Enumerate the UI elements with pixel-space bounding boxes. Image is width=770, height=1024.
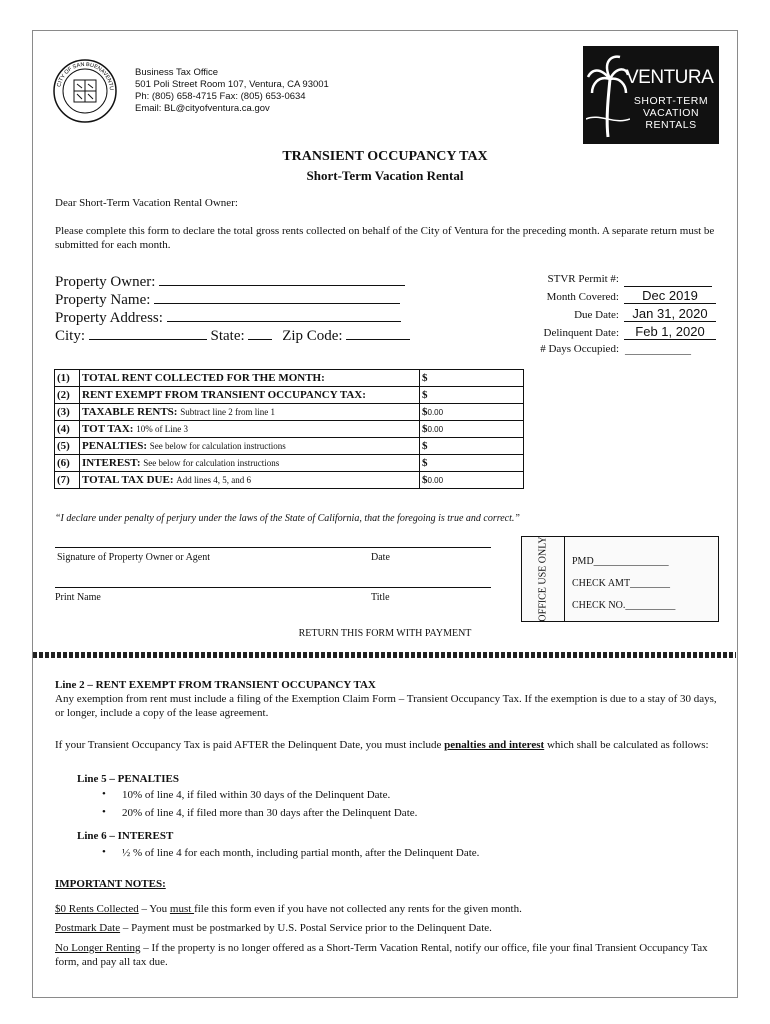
calc-amount-field[interactable]	[420, 455, 524, 472]
perjury-declaration: “I declare under penalty of perjury under the laws of the State of California, that the foregoing is true and correct.”	[55, 513, 520, 524]
owner-row	[55, 271, 405, 291]
line6-heading: Line 6 – INTEREST	[77, 830, 174, 842]
title-label: Title	[371, 592, 390, 603]
print-name-label: Print Name	[55, 592, 101, 603]
address-label: Property Address:	[55, 310, 163, 326]
dollar-sign: $	[422, 457, 428, 469]
owner-field[interactable]	[159, 271, 405, 286]
form-subtitle: Short-Term Vacation Rental	[306, 168, 464, 183]
calc-line-label	[80, 387, 420, 404]
notes-heading: IMPORTANT NOTES:	[55, 878, 166, 890]
note-zero-rents	[55, 902, 522, 916]
month-label: Month Covered:	[546, 291, 619, 303]
calc-line-note: 10% of Line 3	[136, 424, 188, 434]
calc-amount-field[interactable]	[420, 472, 524, 489]
seal-text: CITY OF SAN BUENAVENTU	[56, 61, 115, 91]
calc-row	[55, 472, 524, 489]
note-postmark	[55, 921, 492, 935]
calc-line-title: INTEREST:	[82, 457, 141, 469]
dollar-sign: $	[422, 372, 428, 384]
note1-d: file this form even if you have not collected any rents for the given month.	[194, 903, 522, 915]
permit-field[interactable]	[624, 272, 712, 287]
calc-line-note: Add lines 4, 5, and 6	[176, 475, 251, 485]
calc-line-number: (5)	[55, 438, 80, 455]
calc-line-title: PENALTIES:	[82, 440, 148, 452]
office-use-vertical	[522, 537, 565, 621]
note1-must: must	[169, 903, 195, 915]
address-field[interactable]	[167, 307, 401, 322]
calc-line-note: See below for calculation instructions	[149, 441, 286, 451]
calc-amount-field[interactable]	[420, 438, 524, 455]
address-row	[55, 307, 401, 327]
dollar-sign: $	[422, 423, 428, 435]
late-text-c: which shall be calculated as follows:	[546, 739, 709, 751]
late-text-a: If your Transient Occupancy Tax is paid AFTER the Delinquent Date, you must include	[55, 739, 442, 751]
calc-amount-value: 0.00	[427, 476, 444, 485]
ventura-str-logo	[583, 46, 719, 144]
calc-row	[55, 387, 524, 404]
signature-line[interactable]	[55, 547, 491, 548]
calc-line-label	[80, 438, 420, 455]
check-no-field: CHECK NO.__________	[572, 600, 676, 611]
print-name-line[interactable]	[55, 587, 491, 588]
form-title: TRANSIENT OCCUPANCY TAX	[282, 149, 488, 164]
pmd-field: PMD_______________	[572, 556, 669, 567]
office-email: Email: BL@cityofventura.ca.gov	[135, 103, 270, 114]
note3-b: – If the property is no longer offered as a Short-Term Vacation Rental, notify our office, file your final Transient Occupancy Tax form, and pay all tax due.	[55, 942, 708, 968]
days-label: # Days Occupied:	[540, 343, 619, 355]
calc-line-number: (4)	[55, 421, 80, 438]
note2-title: Postmark Date	[55, 922, 121, 934]
city-label: City:	[55, 328, 86, 344]
line6-bullet-1: ½ % of line 4 for each month, including partial month, after the Delinquent Date.	[122, 847, 480, 859]
calc-amount-value: 0.00	[427, 425, 444, 434]
note3-title: No Longer Renting	[55, 942, 141, 954]
city-field[interactable]	[89, 325, 207, 340]
bullet-icon: •	[102, 788, 106, 800]
note2-b: – Payment must be postmarked by U.S. Postal Service prior to the Delinquent Date.	[120, 922, 492, 934]
calc-line-label	[80, 472, 420, 489]
office-street: 501 Poli Street Room 107, Ventura, CA 93001	[135, 79, 329, 90]
calc-line-title: RENT EXEMPT FROM TRANSIENT OCCUPANCY TAX:	[82, 389, 366, 401]
line5-heading: Line 5 – PENALTIES	[77, 773, 179, 785]
logo-sub-2: VACATION	[642, 107, 700, 119]
dollar-sign: $	[422, 474, 428, 486]
calc-line-title: TOT TAX:	[82, 423, 134, 435]
note1-b: – You	[138, 903, 170, 915]
check-amt-field: CHECK AMT________	[572, 578, 671, 589]
calc-row	[55, 438, 524, 455]
dollar-sign: $	[422, 406, 428, 418]
calc-line-label	[80, 421, 420, 438]
calc-line-label	[80, 404, 420, 421]
calc-row	[55, 404, 524, 421]
note1-title: $0 Rents Collected	[55, 903, 139, 915]
dollar-sign: $	[422, 440, 428, 452]
calc-line-number: (6)	[55, 455, 80, 472]
calc-line-title: TAXABLE RENTS:	[82, 406, 178, 418]
note-no-longer-renting	[55, 941, 719, 969]
line5-bullet-1: 10% of line 4, if filed within 30 days of the Delinquent Date.	[122, 789, 391, 801]
office-use-label: OFFICE USE ONLY	[537, 536, 549, 622]
due-field[interactable]: Jan 31, 2020	[624, 306, 716, 322]
tax-calculation-table	[54, 369, 524, 489]
calc-row	[55, 421, 524, 438]
late-payment-text	[55, 738, 719, 752]
property-name-field[interactable]	[154, 289, 400, 304]
signature-label: Signature of Property Owner or Agent	[57, 552, 211, 563]
cut-line	[33, 652, 736, 658]
permit-label: STVR Permit #:	[547, 273, 619, 285]
calc-amount-field[interactable]	[420, 421, 524, 438]
calc-amount-value: 0.00	[427, 408, 444, 417]
property-name-label: Property Name:	[55, 292, 151, 308]
line5-bullet-2: 20% of line 4, if filed more than 30 days after the Delinquent Date.	[122, 807, 418, 819]
city-seal-icon	[52, 58, 118, 124]
date-label: Date	[371, 552, 390, 563]
calc-amount-field[interactable]	[420, 370, 524, 387]
name-row	[55, 289, 400, 309]
days-field[interactable]: ____________	[625, 344, 691, 356]
office-name: Business Tax Office	[135, 67, 219, 78]
owner-label: Property Owner:	[55, 274, 156, 290]
logo-sub-3: RENTALS	[645, 119, 697, 131]
logo-wordmark: VENTURA	[626, 67, 714, 88]
state-field[interactable]	[248, 325, 272, 340]
zip-field[interactable]	[346, 325, 410, 340]
return-note: RETURN THIS FORM WITH PAYMENT	[298, 628, 472, 639]
bullet-icon: •	[102, 806, 106, 818]
calc-line-note: Subtract line 2 from line 1	[180, 407, 275, 417]
calc-row	[55, 455, 524, 472]
office-phone: Ph: (805) 658-4715 Fax: (805) 653-0634	[135, 91, 306, 102]
greeting: Dear Short-Term Vacation Rental Owner:	[55, 197, 238, 209]
office-address-block	[135, 67, 329, 115]
bullet-icon: •	[102, 846, 106, 858]
city-row	[55, 325, 410, 345]
delinquent-label: Delinquent Date:	[543, 327, 619, 339]
palm-tree-icon	[586, 49, 630, 139]
zip-label: Zip Code:	[282, 328, 343, 344]
calc-line-number: (7)	[55, 472, 80, 489]
line2-heading: Line 2 – RENT EXEMPT FROM TRANSIENT OCCUPANCY TAX	[55, 679, 376, 691]
calc-row	[55, 370, 524, 387]
calc-amount-field[interactable]	[420, 387, 524, 404]
calc-line-number: (1)	[55, 370, 80, 387]
calc-line-label	[80, 370, 420, 387]
calc-line-number: (3)	[55, 404, 80, 421]
dollar-sign: $	[422, 389, 428, 401]
calc-line-title: TOTAL TAX DUE:	[82, 474, 174, 486]
calc-line-title: TOTAL RENT COLLECTED FOR THE MONTH:	[82, 372, 325, 384]
calc-line-label	[80, 455, 420, 472]
delinquent-field[interactable]: Feb 1, 2020	[624, 324, 716, 340]
month-field[interactable]: Dec 2019	[624, 288, 716, 304]
calc-line-number: (2)	[55, 387, 80, 404]
intro-paragraph: Please complete this form to declare the total gross rents collected on behalf of the City of Ventura for the preceding month. A separate return must be submitted for each month.	[55, 225, 715, 251]
calc-line-note: See below for calculation instructions	[143, 458, 280, 468]
due-label: Due Date:	[574, 309, 619, 321]
late-text-b: penalties and interest	[444, 739, 545, 751]
office-use-box	[521, 536, 719, 622]
logo-sub-1: SHORT-TERM	[633, 95, 709, 107]
calc-amount-field[interactable]	[420, 404, 524, 421]
state-label: State:	[210, 328, 245, 344]
logo-subtitle	[630, 95, 712, 131]
line2-text: Any exemption from rent must include a filing of the Exemption Claim Form – Transient Occupancy Tax. If the exemption is due to a stay of 30 days, or longer, include a copy of the lease agreement.	[55, 693, 717, 719]
